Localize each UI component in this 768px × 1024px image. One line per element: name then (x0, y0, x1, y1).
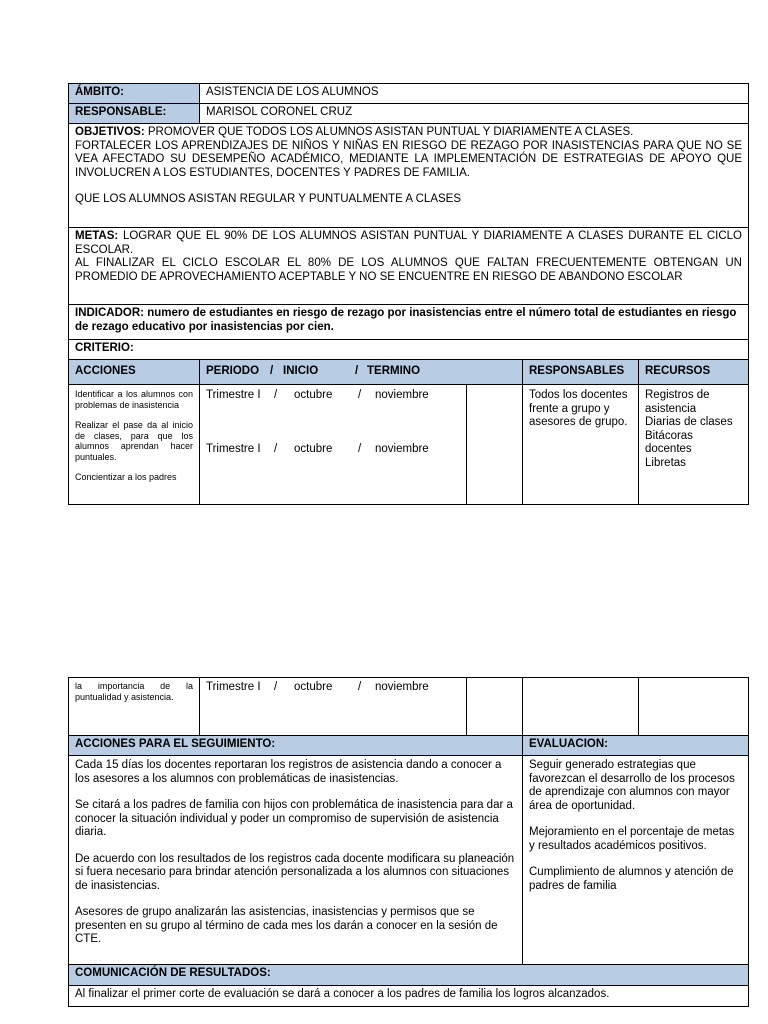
empty-cell (467, 678, 523, 736)
empty-cell (467, 385, 523, 505)
column-header-row (69, 360, 749, 385)
slash-1b: / (358, 389, 362, 401)
objetivos-line1: PROMOVER QUE TODOS LOS ALUMNOS ASISTAN PUNTUAL Y DIARIAMENTE A CLASES. (147, 126, 634, 138)
inicio-2: octubre (294, 443, 333, 455)
termino-2: noviembre (375, 443, 429, 455)
seguimiento-cell (69, 756, 523, 965)
periodo-header (200, 360, 523, 385)
termino-1: noviembre (375, 389, 429, 401)
comunicacion-row (69, 986, 749, 1007)
seguimiento-item: De acuerdo con los resultados de los registros cada docente modificara su planeación si fuera necesario para brindar atención personalizada a los alumnos con situaciones de inasistencias. (75, 852, 515, 892)
responsables-cell: Todos los docentes frente a grupo y asesores de grupo. (523, 385, 639, 505)
header-slash-1: / (270, 365, 274, 377)
evaluacion-label: EVALUACION: (523, 736, 749, 756)
ambito-label: ÁMBITO: (69, 84, 200, 104)
termino-label: TERMINO (367, 365, 421, 377)
objetivos-label: OBJETIVOS: (75, 126, 145, 138)
accion-1: Identificar a los alumnos con problemas de inasistencia (75, 389, 193, 410)
recursos-cell (639, 385, 749, 505)
acciones-cell (69, 385, 200, 505)
plan-table-page1 (68, 83, 749, 505)
seguimiento-label: ACCIONES PARA EL SEGUIMIENTO: (69, 736, 523, 756)
metas-cell (69, 228, 749, 305)
seguimiento-row (69, 756, 749, 965)
responsable-value: MARISOL CORONEL CRUZ (200, 104, 749, 124)
comunicacion-text: Al finalizar el primer corte de evaluación se dará a conocer a los padres de familia los logros alcanzados. (69, 986, 749, 1007)
acciones-cont-row (69, 678, 749, 736)
objetivos-line2: FORTALECER LOS APRENDIZAJES DE NIÑOS Y NIÑAS EN RIESGO DE REZAGO POR INASISTENCIAS PARA QUE NO SE VEA AFECTADO SU DESEMPEÑO ACADÉMICO, MEDIANTE LA IMPLEMENTACIÓN DE ESTRATEGIAS DE APOYO QUE INVOLUCREN A LOS ESTUDIANTES, DOCENTES Y PADRES DE FAMILIA. (75, 139, 742, 179)
responsable-label: RESPONSABLE: (69, 104, 200, 124)
responsables-header: RESPONSABLES (523, 360, 639, 385)
seguimiento-item: Cada 15 días los docentes reportaran los registros de asistencia dando a conocer a los asesores a los alumnos con problemáticas de inasistencias. (75, 759, 502, 785)
recurso-item: Diarias de clases (645, 416, 733, 428)
indicador-cell (69, 305, 749, 340)
inicio-1: octubre (294, 389, 333, 401)
inicio-label: INICIO (283, 365, 319, 377)
periodo-cell-3 (200, 678, 467, 736)
objetivos-row (69, 124, 749, 228)
seguimiento-item: Asesores de grupo analizarán las asistencias, inasistencias y permisos que se presenten en su grupo al término de cada mes los darán a conocer en la sesión de CTE. (75, 906, 498, 945)
seguimiento-header-row (69, 736, 749, 756)
indicador-text: numero de estudiantes en riesgo de rezago por inasistencias entre el número total de estudiantes en riesgo de rezago educativo por inasistencias por cien. (75, 307, 737, 333)
empty-cell (639, 678, 749, 736)
slash-3b: / (358, 681, 362, 693)
metas-line1: LOGRAR QUE EL 90% DE LOS ALUMNOS ASISTAN PUNTUAL Y DIARIAMENTE A CLASES DURANTE EL CICLO ESCOLAR. (75, 230, 742, 256)
accion-continuation: la importancia de la puntualidad y asistencia. (69, 678, 200, 736)
recursos-header: RECURSOS (639, 360, 749, 385)
comunicacion-header-row (69, 965, 749, 986)
plan-table-page2 (68, 677, 749, 1007)
criterio-label: CRITERIO: (69, 340, 749, 360)
slash-3a: / (274, 681, 278, 693)
acciones-header: ACCIONES (69, 360, 200, 385)
inicio-3: octubre (294, 681, 333, 693)
slash-2b: / (358, 443, 362, 455)
recurso-item: Libretas (645, 456, 686, 469)
trimestre-2: Trimestre I (206, 443, 261, 455)
evaluacion-item: Cumplimiento de alumnos y atención de padres de familia (529, 866, 734, 892)
slash-1a: / (274, 389, 278, 401)
accion-2: Realizar el pase da al inicio de clases, para que los alumnos aprendan hacer puntuales. (75, 420, 193, 462)
ambito-row (69, 84, 749, 104)
trimestre-1: Trimestre I (206, 389, 261, 401)
empty-cell (523, 678, 639, 736)
slash-2a: / (274, 443, 278, 455)
ambito-value: ASISTENCIA DE LOS ALUMNOS (200, 84, 749, 104)
periodo-label: PERIODO (206, 365, 260, 377)
indicador-row (69, 305, 749, 340)
metas-line2: AL FINALIZAR EL CICLO ESCOLAR EL 80% DE LOS ALUMNOS QUE FALTAN FRECUENTEMENTE OBTENGAN UN PROMEDIO DE APROVECHAMIENTO ACEPTABLE Y NO SE ENCUENTRE EN RIESGO DE ABANDONO ESCOLAR (75, 257, 742, 283)
recurso-item: Bitácoras docentes (645, 429, 693, 455)
metas-label: METAS: (75, 230, 119, 242)
evaluacion-cell (523, 756, 749, 965)
indicador-label: INDICADOR: (75, 307, 144, 319)
termino-3: noviembre (375, 681, 429, 693)
evaluacion-item: Mejoramiento en el porcentaje de metas y resultados académicos positivos. (529, 826, 735, 852)
objetivos-cell (69, 124, 749, 228)
trimestre-3: Trimestre I (206, 681, 261, 693)
evaluacion-item: Seguir generado estrategias que favorezcan el desarrollo de los procesos de aprendizaje con alumnos con mayor área de oportunidad. (529, 759, 735, 812)
criterio-row (69, 340, 749, 360)
accion-3: Concientizar a los padres (75, 472, 177, 482)
recurso-item: Registros de asistencia (645, 389, 710, 415)
acciones-row (69, 385, 749, 505)
responsable-row (69, 104, 749, 124)
comunicacion-label: COMUNICACIÓN DE RESULTADOS: (69, 965, 749, 986)
seguimiento-item: Se citará a los padres de familia con hijos con problemática de inasistencia para dar a conocer la situación individual y poder un compromiso de supervisión de asistencia diaria. (75, 799, 513, 838)
objetivos-line3: QUE LOS ALUMNOS ASISTAN REGULAR Y PUNTUALMENTE A CLASES (75, 193, 462, 205)
periodo-cell (200, 385, 467, 505)
metas-row (69, 228, 749, 305)
header-slash-2: / (355, 365, 359, 377)
